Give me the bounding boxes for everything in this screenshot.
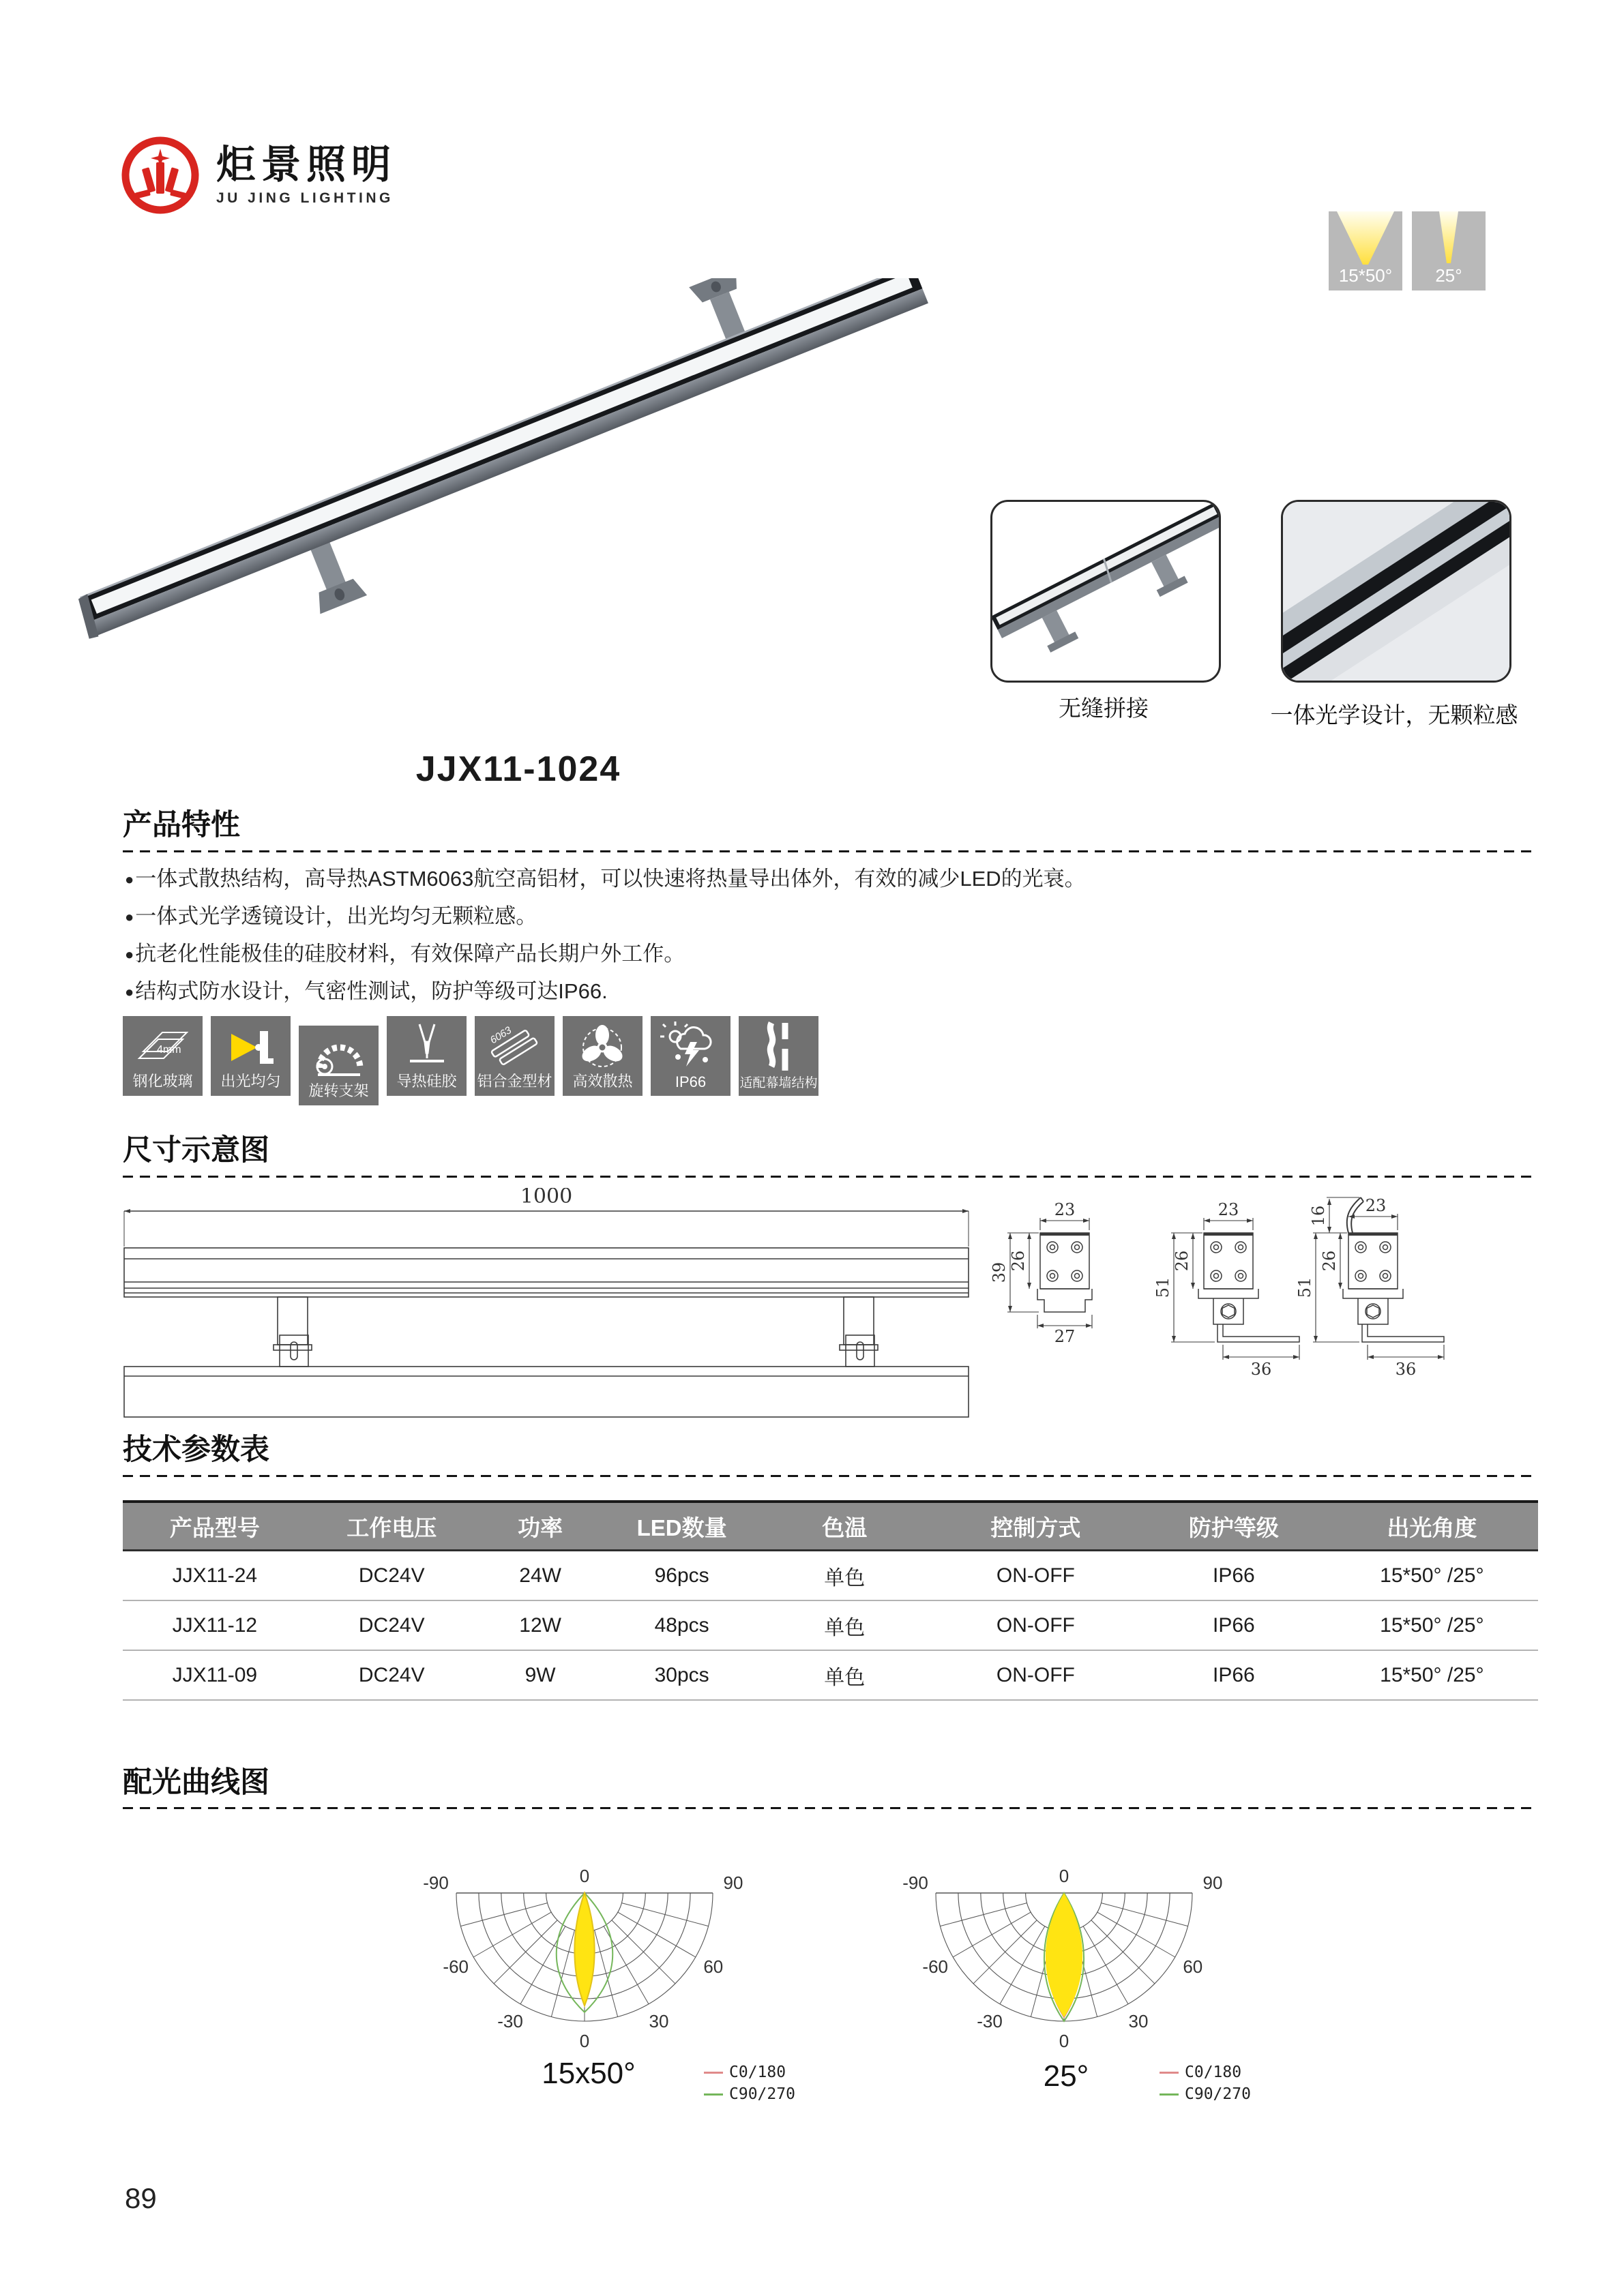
tile-aluminum-profile [475,1016,555,1096]
tile-label: 旋转支架 [308,1082,369,1099]
cell-beam: 15*50° /25° [1380,1663,1484,1686]
svg-text:0: 0 [579,2031,590,2051]
svg-text:26: 26 [1320,1250,1339,1272]
svg-text:0: 0 [579,1866,590,1886]
cell-control: ON-OFF [996,1663,1075,1686]
cell-voltage: DC24V [358,1663,425,1686]
svg-text:4mm: 4mm [157,1044,181,1056]
col-header: 防护等级 [1188,1515,1279,1540]
polar-chart-25 [887,1840,1241,2055]
weatherproof-icon [651,1019,730,1075]
legend-row [704,2063,795,2081]
feature-list [125,861,1523,1011]
integrated-optics-image [1283,502,1509,681]
legend-row [1160,2085,1251,2103]
product-photo [78,278,986,708]
svg-text:6063: 6063 [488,1024,514,1047]
tile-tempered-glass [123,1016,203,1096]
rotating-bracket-icon [299,1028,379,1084]
tile-label: IP66 [675,1073,707,1090]
product-model-title: JJX11-1024 [415,749,621,789]
dimension-drawing-length [117,1188,975,1427]
svg-text:51: 51 [1295,1277,1314,1298]
col-header: 色温 [822,1515,868,1540]
spec-table-row [123,1601,1538,1651]
spec-table-header [123,1503,1538,1551]
chart-legend [1160,2063,1251,2103]
col-header: LED数量 [636,1515,727,1540]
tile-rotating-bracket [299,1026,379,1105]
svg-text:23: 23 [1054,1200,1076,1219]
svg-text:90: 90 [723,1873,743,1893]
legend-swatch-c0 [1160,2072,1179,2074]
svg-text:-30: -30 [497,2010,523,2031]
page-number: 89 [125,2182,157,2214]
svg-text:16: 16 [1309,1205,1328,1227]
tile-ip66 [651,1016,730,1096]
caption-optics: 一体光学设计，无颗粒感 [1270,702,1518,728]
cell-power: 9W [525,1663,556,1686]
svg-text:23: 23 [1365,1196,1387,1215]
cell-color: 单色 [824,1666,866,1689]
svg-text:36: 36 [1250,1360,1272,1379]
svg-text:30: 30 [1128,2010,1149,2031]
legend-label: C0/180 [729,2063,786,2081]
legend-swatch-c90 [704,2093,723,2096]
brand-logo [121,136,396,215]
cell-beam: 15*50° /25° [1380,1613,1484,1637]
tile-heat-dissipation [563,1016,643,1096]
bullet-dot: ● [125,871,134,888]
section-title-photometry: 配光曲线图 [123,1766,269,1799]
svg-text:60: 60 [1183,1956,1203,1977]
cell-control: ON-OFF [996,1564,1075,1587]
beam-badge-narrow-label: 25° [1435,265,1462,286]
divider-specs [123,1475,1536,1477]
polar-chart-15x50 [407,1840,762,2055]
section-title-dimensions: 尺寸示意图 [123,1134,269,1167]
legend-row [1160,2063,1251,2081]
col-header: 控制方式 [990,1515,1081,1540]
svg-text:36: 36 [1395,1360,1417,1379]
chart-label-narrow: 25° [1043,2059,1089,2093]
svg-text:0: 0 [1059,1866,1069,1886]
cell-power: 24W [519,1564,561,1587]
svg-text:-90: -90 [902,1873,928,1893]
cell-beam: 15*50° /25° [1380,1564,1484,1587]
spec-table-row [123,1651,1538,1701]
thermal-silicone-icon [387,1019,467,1075]
feature-text: 抗老化性能极佳的硅胶材料，有效保障产品长期户外工作。 [135,942,685,966]
tempered-glass-icon [123,1019,203,1075]
tile-label: 钢化玻璃 [132,1073,193,1090]
svg-text:26: 26 [1172,1250,1192,1272]
section-title-features: 产品特性 [123,809,240,841]
feature-icon-row [123,1016,818,1105]
uniform-light-icon [211,1019,291,1075]
tile-label: 出光均匀 [220,1073,281,1090]
caption-seamless: 无缝拼接 [1059,696,1149,721]
cell-model: JJX11-24 [172,1564,258,1587]
divider-features [123,850,1536,852]
legend-swatch-c90 [1160,2093,1179,2096]
cell-voltage: DC24V [358,1613,425,1637]
detail-photo-seamless [990,500,1221,683]
brand-logo-icon [121,136,200,215]
svg-text:60: 60 [703,1956,724,1977]
feature-text: 一体式光学透镜设计，出光均匀无颗粒感。 [135,904,537,928]
cell-power: 12W [519,1613,561,1637]
feature-text: 一体式散热结构，高导热ASTM6063航空高铝材，可以快速将热量导出体外，有效的减少LED的光衰。 [135,867,1086,891]
divider-dimensions [123,1176,1536,1178]
legend-swatch-c0 [704,2072,723,2074]
chart-label-wide: 15x50° [542,2057,636,2090]
tile-curtain-wall [739,1016,818,1096]
detail-photo-optics [1281,500,1511,683]
cell-color: 单色 [824,1566,866,1590]
cell-led-count: 30pcs [654,1663,709,1686]
svg-text:-60: -60 [443,1956,469,1977]
cell-model: JJX11-09 [172,1663,258,1686]
cell-color: 单色 [824,1616,866,1639]
svg-text:90: 90 [1202,1873,1223,1893]
legend-label: C0/180 [1185,2063,1242,2081]
cell-led-count: 96pcs [654,1564,709,1587]
aluminum-profile-icon [475,1019,555,1075]
feature-text: 结构式防水设计，气密性测试，防护等级可达IP66. [135,979,608,1003]
tile-label: 导热硅胶 [396,1073,457,1090]
tile-thermal-silicone [387,1016,467,1096]
tile-label: 适配幕墙结构 [739,1076,818,1090]
beam-badge-wide-label: 15*50° [1338,265,1393,286]
beam-angle-badges [1329,211,1486,290]
col-header: 工作电压 [346,1515,437,1540]
svg-text:-30: -30 [977,2010,1003,2031]
chart-legend [704,2063,795,2103]
feature-item [125,936,1523,973]
feature-item [125,861,1523,898]
cell-led-count: 48pcs [654,1613,709,1637]
dim-length-label: 1000 [520,1188,573,1208]
cell-model: JJX11-12 [172,1613,258,1637]
bullet-dot: ● [125,983,134,1000]
svg-text:26: 26 [1009,1250,1028,1272]
svg-text:30: 30 [649,2010,669,2031]
svg-text:-60: -60 [922,1956,948,1977]
feature-item [125,898,1523,936]
svg-text:39: 39 [990,1262,1009,1283]
cell-voltage: DC24V [358,1564,425,1587]
svg-text:-90: -90 [423,1873,449,1893]
beam-badge-narrow [1412,211,1486,290]
tile-label: 铝合金型材 [477,1073,552,1090]
dimension-drawing-sections [972,1185,1449,1431]
spec-table-row [123,1551,1538,1601]
svg-text:23: 23 [1217,1200,1239,1219]
svg-text:27: 27 [1054,1327,1076,1346]
svg-text:51: 51 [1153,1277,1172,1298]
section-title-specs: 技术参数表 [123,1433,269,1466]
feature-item [125,973,1523,1011]
bullet-dot: ● [125,908,134,925]
spec-table [123,1500,1538,1701]
svg-text:0: 0 [1059,2031,1069,2051]
cell-ip: IP66 [1213,1613,1255,1637]
cell-control: ON-OFF [996,1613,1075,1637]
seamless-splice-image [992,502,1219,681]
tile-uniform-light [211,1016,291,1096]
col-header: 出光角度 [1387,1515,1477,1540]
curtain-wall-icon [739,1019,818,1075]
brand-name-cn: 炬景照明 [216,142,397,187]
col-header: 产品型号 [169,1515,260,1540]
cell-ip: IP66 [1213,1663,1255,1686]
legend-row [704,2085,795,2103]
col-header: 功率 [518,1515,563,1540]
divider-photometry [123,1807,1536,1809]
fan-icon [563,1019,643,1075]
bullet-dot: ● [125,946,134,963]
brand-name-en: JU JING LIGHTING [216,190,394,206]
cell-ip: IP66 [1213,1564,1255,1587]
legend-label: C90/270 [1185,2085,1251,2103]
legend-label: C90/270 [729,2085,795,2103]
beam-badge-wide [1329,211,1402,290]
tile-label: 高效散热 [572,1073,633,1090]
